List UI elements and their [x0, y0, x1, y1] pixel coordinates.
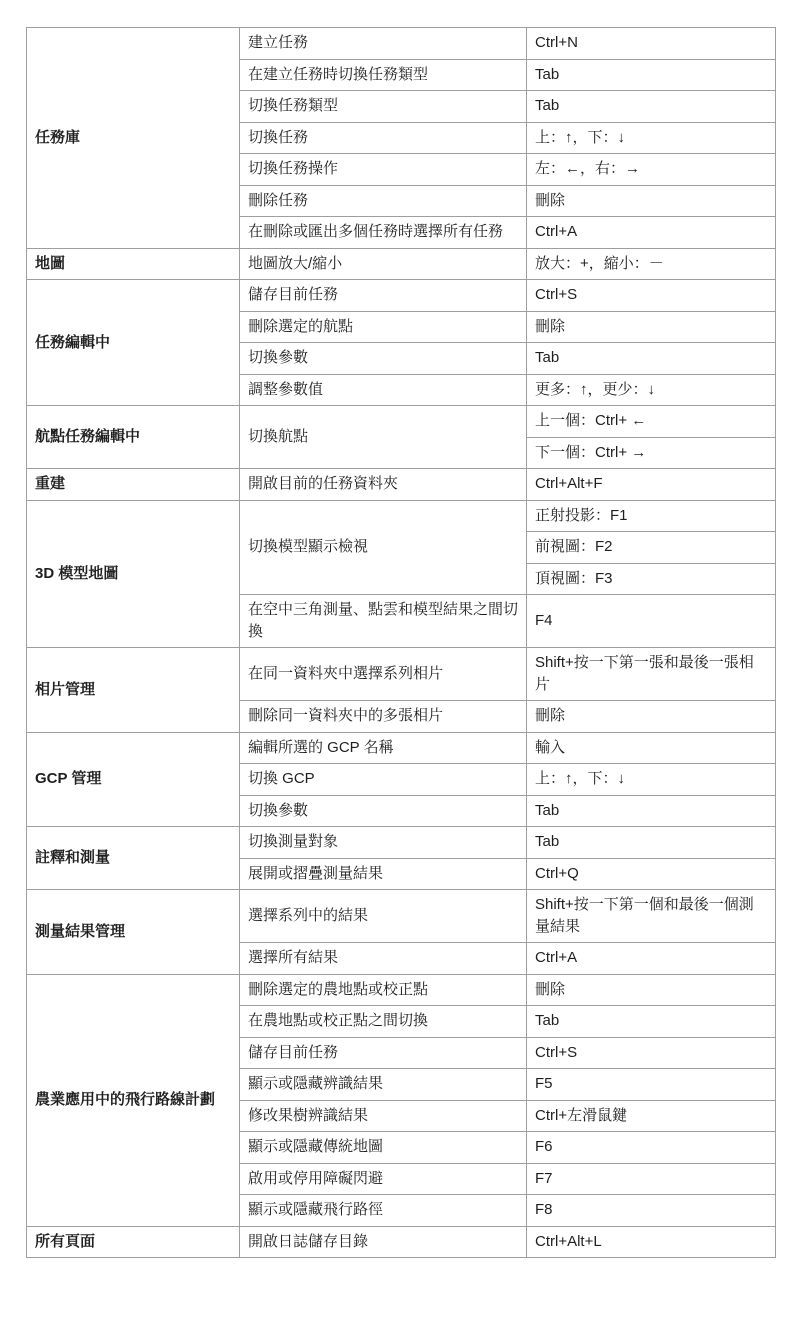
shortcut-key-cell: Ctrl+Alt+F [527, 469, 776, 501]
action-cell: 在空中三角測量、點雲和模型結果之間切換 [240, 595, 527, 648]
category-cell: 任務編輯中 [27, 280, 240, 406]
action-cell: 刪除選定的航點 [240, 311, 527, 343]
action-cell: 在建立任務時切換任務類型 [240, 59, 527, 91]
action-cell: 編輯所選的 GCP 名稱 [240, 732, 527, 764]
shortcut-table-body [27, 28, 776, 1258]
category-cell: 3D 模型地圖 [27, 500, 240, 648]
shortcut-key-cell: Tab [527, 827, 776, 859]
action-cell: 選擇所有結果 [240, 943, 527, 975]
table-row [27, 406, 776, 438]
action-cell: 切換測量對象 [240, 827, 527, 859]
shortcut-key-cell: Ctrl+S [527, 1037, 776, 1069]
action-cell: 展開或摺疊測量結果 [240, 858, 527, 890]
action-cell: 切換 GCP [240, 764, 527, 796]
action-cell: 在同一資料夾中選擇系列相片 [240, 648, 527, 701]
shortcut-key-cell: Ctrl+A [527, 943, 776, 975]
shortcut-key-cell: 刪除 [527, 185, 776, 217]
table-row [27, 1226, 776, 1258]
category-cell: 地圖 [27, 248, 240, 280]
action-cell: 開啟日誌儲存目錄 [240, 1226, 527, 1258]
shortcut-key-cell: 刪除 [527, 701, 776, 733]
category-cell: 測量結果管理 [27, 890, 240, 975]
table-row [27, 469, 776, 501]
shortcut-key-cell: 輸入 [527, 732, 776, 764]
shortcut-key-cell: Tab [527, 795, 776, 827]
shortcut-key-cell: F6 [527, 1132, 776, 1164]
shortcut-table-container [26, 27, 776, 1258]
shortcut-key-cell: 放大：+，縮小：－ [527, 248, 776, 280]
shortcut-key-cell: 刪除 [527, 974, 776, 1006]
shortcut-key-cell: Ctrl+左滑鼠鍵 [527, 1100, 776, 1132]
shortcut-key-cell: 上：↑，下：↓ [527, 122, 776, 154]
shortcut-key-cell: Tab [527, 59, 776, 91]
shortcut-key-cell: 左：←，右：→ [527, 154, 776, 186]
action-cell: 刪除選定的農地點或校正點 [240, 974, 527, 1006]
shortcut-key-cell: 上：↑，下：↓ [527, 764, 776, 796]
action-cell: 顯示或隱藏飛行路徑 [240, 1195, 527, 1227]
category-cell: 所有頁面 [27, 1226, 240, 1258]
action-cell: 刪除任務 [240, 185, 527, 217]
keyboard-shortcut-table [26, 27, 776, 1258]
action-cell: 切換任務 [240, 122, 527, 154]
shortcut-key-cell: Tab [527, 343, 776, 375]
shortcut-key-cell: Ctrl+A [527, 217, 776, 249]
shortcut-key-cell: 刪除 [527, 311, 776, 343]
action-cell: 建立任務 [240, 28, 527, 60]
action-cell: 在刪除或匯出多個任務時選擇所有任務 [240, 217, 527, 249]
action-cell: 切換參數 [240, 343, 527, 375]
action-cell: 儲存目前任務 [240, 280, 527, 312]
shortcut-key-cell: F8 [527, 1195, 776, 1227]
shortcut-key-cell: Ctrl+Alt+L [527, 1226, 776, 1258]
table-row [27, 280, 776, 312]
action-cell: 調整參數值 [240, 374, 527, 406]
table-row [27, 248, 776, 280]
action-cell: 切換航點 [240, 406, 527, 469]
category-cell: GCP 管理 [27, 732, 240, 827]
action-cell: 刪除同一資料夾中的多張相片 [240, 701, 527, 733]
table-row [27, 500, 776, 532]
action-cell: 切換任務類型 [240, 91, 527, 123]
shortcut-key-cell: Shift+按一下第一張和最後一張相片 [527, 648, 776, 701]
shortcut-key-cell: 更多：↑，更少：↓ [527, 374, 776, 406]
action-cell: 顯示或隱藏辨識結果 [240, 1069, 527, 1101]
shortcut-key-cell: Ctrl+Q [527, 858, 776, 890]
table-row [27, 974, 776, 1006]
shortcut-key-cell: F5 [527, 1069, 776, 1101]
action-cell: 開啟目前的任務資料夾 [240, 469, 527, 501]
shortcut-key-cell: 下一個：Ctrl+ → [527, 437, 776, 469]
table-row [27, 732, 776, 764]
shortcut-key-cell: 頂視圖：F3 [527, 563, 776, 595]
shortcut-key-cell: Ctrl+N [527, 28, 776, 60]
category-cell: 農業應用中的飛行路線計劃 [27, 974, 240, 1226]
shortcut-key-cell: Tab [527, 1006, 776, 1038]
shortcut-key-cell: 正射投影：F1 [527, 500, 776, 532]
category-cell: 任務庫 [27, 28, 240, 249]
action-cell: 修改果樹辨識結果 [240, 1100, 527, 1132]
category-cell: 重建 [27, 469, 240, 501]
action-cell: 在農地點或校正點之間切換 [240, 1006, 527, 1038]
action-cell: 選擇系列中的結果 [240, 890, 527, 943]
table-row [27, 648, 776, 701]
shortcut-key-cell: Ctrl+S [527, 280, 776, 312]
table-row [27, 890, 776, 943]
action-cell: 切換模型顯示檢視 [240, 500, 527, 595]
shortcut-key-cell: F4 [527, 595, 776, 648]
action-cell: 顯示或隱藏傳統地圖 [240, 1132, 527, 1164]
shortcut-key-cell: 上一個：Ctrl+ ← [527, 406, 776, 438]
action-cell: 地圖放大/縮小 [240, 248, 527, 280]
action-cell: 儲存目前任務 [240, 1037, 527, 1069]
category-cell: 註釋和測量 [27, 827, 240, 890]
shortcut-key-cell: F7 [527, 1163, 776, 1195]
shortcut-key-cell: 前視圖：F2 [527, 532, 776, 564]
table-row [27, 827, 776, 859]
category-cell: 相片管理 [27, 648, 240, 733]
table-row [27, 28, 776, 60]
shortcut-key-cell: Shift+按一下第一個和最後一個測量結果 [527, 890, 776, 943]
category-cell: 航點任務編輯中 [27, 406, 240, 469]
action-cell: 啟用或停用障礙閃避 [240, 1163, 527, 1195]
action-cell: 切換任務操作 [240, 154, 527, 186]
shortcut-key-cell: Tab [527, 91, 776, 123]
action-cell: 切換參數 [240, 795, 527, 827]
